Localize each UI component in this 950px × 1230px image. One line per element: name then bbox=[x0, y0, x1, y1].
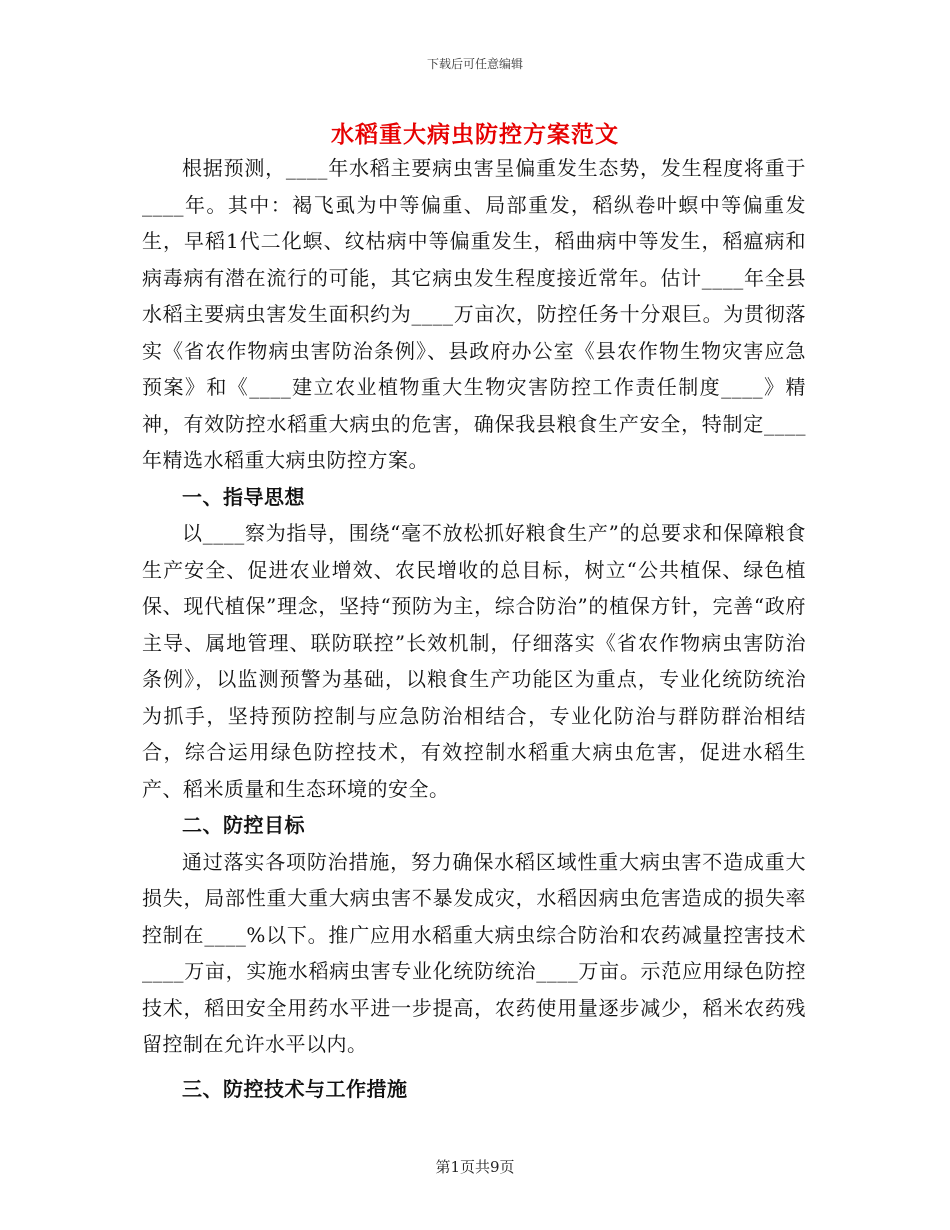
page-footer: 第1页共9页 bbox=[435, 1158, 515, 1176]
header-note: 下载后可任意编辑 bbox=[426, 57, 523, 71]
paragraph-intro: 根据预测，____年水稻主要病虫害呈偏重发生态势，发生程度将重于____年。其中：褐飞虱为中等偏重、局部重发，稻纵卷叶螟中等偏重发生，早稻1代二化螟、纹枯病中等偏重发生，稻曲病中等发生，稻瘟病和病毒病有潜在流行的可能，其它病虫发生程度接近常年。估计____年全县水稻主要病虫害发生面积约为____万亩次，防控任务十分艰巨。为贯彻落实《省农作物病虫害防治条例》、县政府办公室《县农作物生物灾害应急预案》和《____建立农业植物重大生物灾害防控工作责任制度____》精神，有效防控水稻重大病虫的危害，确保我县粮食生产安全，特制定____年精选水稻重大病虫防控方案。 bbox=[142, 156, 806, 472]
paragraph-control-goals: 通过落实各项防治措施，努力确保水稻区域性重大病虫害不造成重大损失，局部性重大重大病虫害不暴发成灾，水稻因病虫危害造成的损失率控制在____%以下。推广应用水稻重大病虫综合防治和农药减量控害技术____万亩，实施水稻病虫害专业化统防统治____万亩。示范应用绿色防控技术，稻田安全用药水平进一步提高，农药使用量逐步减少，稻米农药残留控制在允许水平以内。 bbox=[142, 849, 806, 1056]
document-title: 水稻重大病虫防控方案范文 bbox=[331, 121, 619, 148]
heading-guiding-ideology: 一、指导思想 bbox=[182, 484, 305, 509]
paragraph-guiding-ideology: 以____察为指导，围绕“毫不放松抓好粮食生产”的总要求和保障粮食生产安全、促进农业增效、农民增收的总目标，树立“公共植保、绿色植保、现代植保”理念，坚持“预防为主，综合防治”的植保方针，完善“政府主导、属地管理、联防联控”长效机制，仔细落实《省农作物病虫害防治条例》，以监测预警为基础，以粮食生产功能区为重点，专业化统防统治为抓手，坚持预防控制与应急防治相结合，专业化防治与群防群治相结合，综合运用绿色防控技术，有效控制水稻重大病虫危害，促进水稻生产、稻米质量和生态环境的安全。 bbox=[142, 521, 806, 801]
document-body bbox=[142, 150, 806, 1107]
heading-control-goals: 二、防控目标 bbox=[182, 813, 305, 837]
heading-techniques-measures: 三、防控技术与工作措施 bbox=[182, 1076, 408, 1101]
